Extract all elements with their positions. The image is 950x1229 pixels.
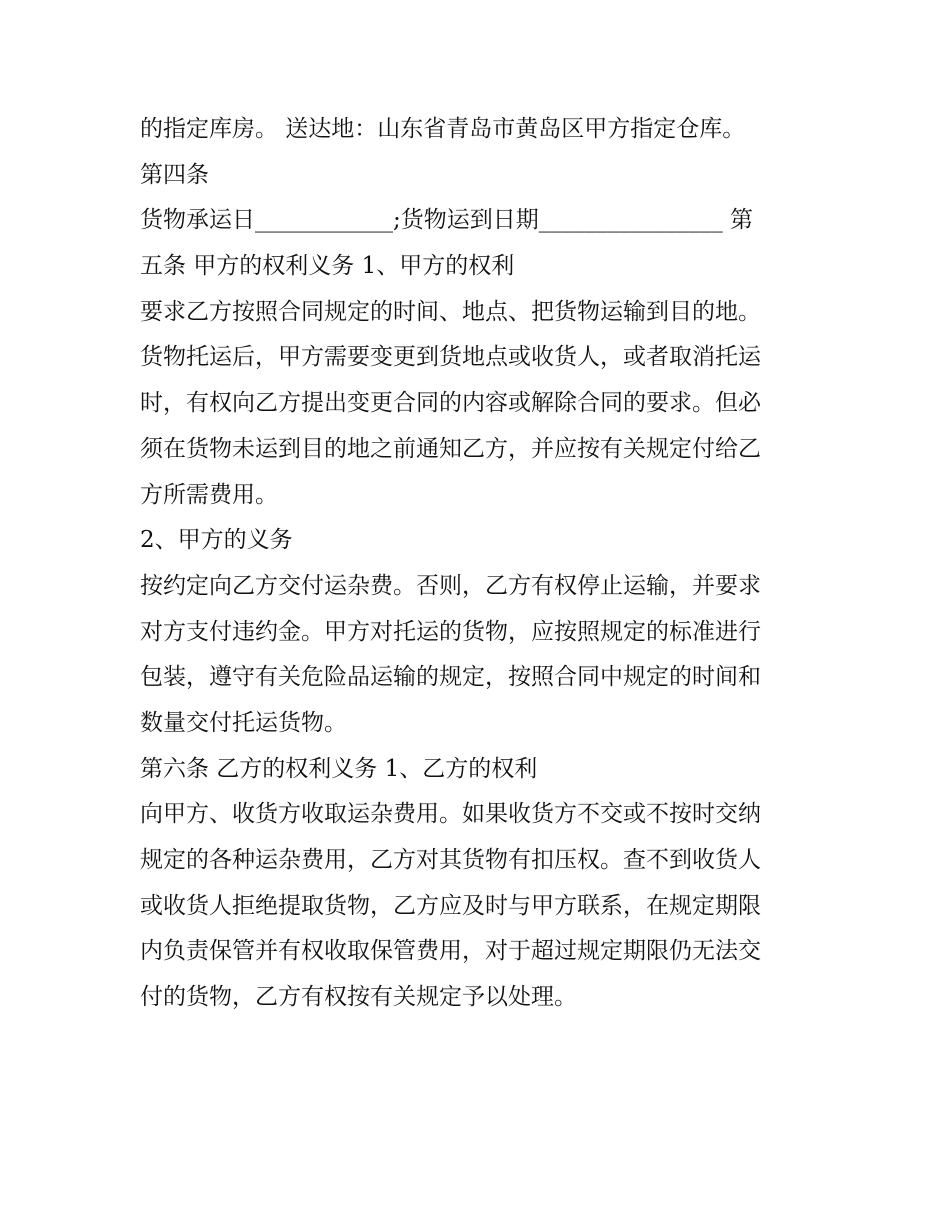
text-line: 按约定向乙方交付运杂费。否则，乙方有权停止运输，并要求: [140, 572, 761, 599]
text-line: 须在货物未运到目的地之前通知乙方，并应按有关规定付给乙: [140, 435, 761, 462]
section-heading-article-6: 第六条 乙方的权利义务 1、乙方的权利: [140, 755, 538, 782]
text-line: 付的货物，乙方有权按有关规定予以处理。: [140, 984, 577, 1011]
subsection-heading: 2、甲方的义务: [140, 527, 293, 554]
text-line: 包装，遵守有关危险品运输的规定，按照合同中规定的时间和: [140, 664, 761, 691]
text-line: 或收货人拒绝提取货物，乙方应及时与甲方联系，在规定期限: [140, 892, 761, 919]
text-line: 货物承运日____________;货物运到日期________________ 第: [140, 207, 754, 234]
text-line: 对方支付违约金。甲方对托运的货物，应按照规定的标准进行: [140, 618, 761, 645]
text-line: 向甲方、收货方收取运杂费用。如果收货方不交或不按时交纳: [140, 801, 761, 828]
text-line: 时，有权向乙方提出变更合同的内容或解除合同的要求。但必: [140, 390, 761, 417]
document-body: [140, 107, 830, 1021]
text-line: 的指定库房。 送达地：山东省青岛市黄岛区甲方指定仓库。: [140, 116, 746, 142]
text-line: 规定的各种运杂费用，乙方对其货物有扣压权。查不到收货人: [140, 847, 761, 873]
text-line: 数量交付托运货物。: [140, 709, 347, 736]
section-heading-article-5: 五条 甲方的权利义务 1、甲方的权利: [140, 253, 515, 280]
text-line: 货物托运后，甲方需要变更到货地点或收货人，或者取消托运: [140, 344, 761, 371]
text-line: 内负责保管并有权收取保管费用，对于超过规定期限仍无法交: [140, 938, 761, 965]
text-line: 要求乙方按照合同规定的时间、地点、把货物运输到目的地。: [140, 298, 761, 325]
section-heading-article-4: 第四条: [140, 161, 209, 188]
text-line: 方所需费用。: [140, 481, 278, 508]
